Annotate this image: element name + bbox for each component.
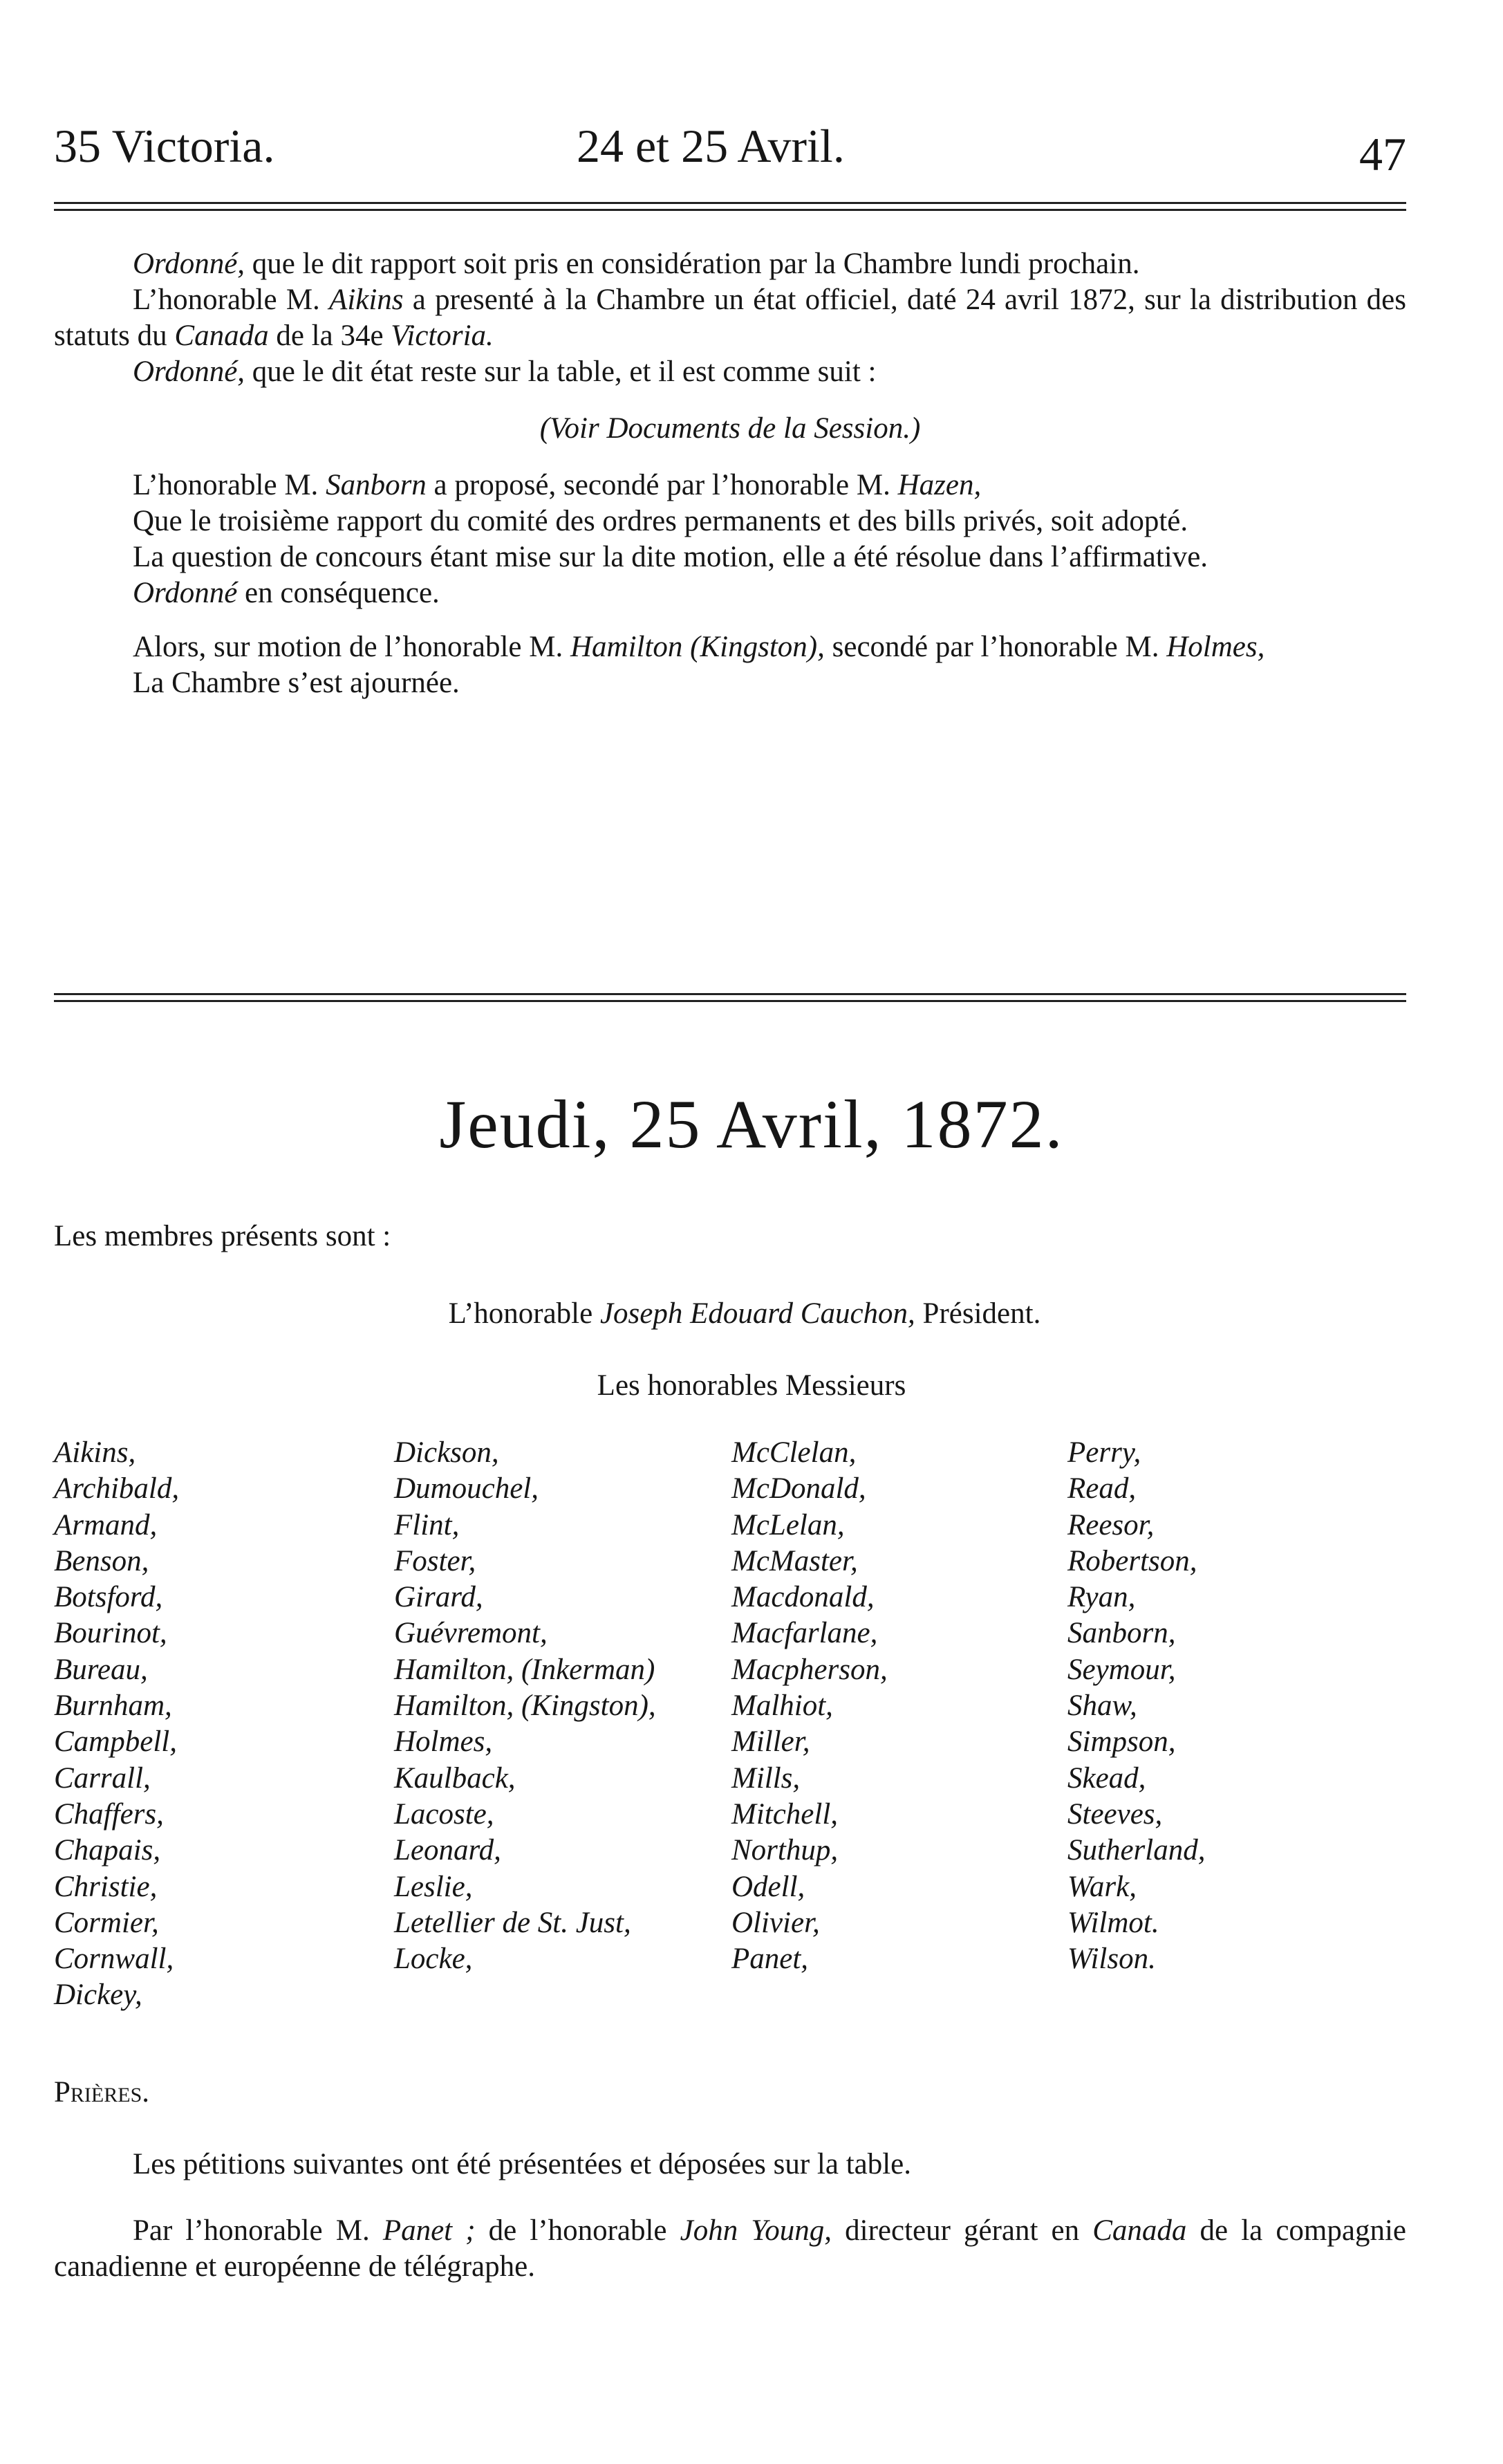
member-name: Cornwall,	[54, 1943, 174, 1976]
member-name: Kaulback,	[394, 1761, 516, 1795]
member-name: Bureau,	[54, 1653, 148, 1686]
member-name: Ryan,	[1067, 1581, 1136, 1614]
member-name: Letellier de St. Just,	[394, 1906, 631, 1939]
member-name: Miller,	[731, 1725, 810, 1759]
upper-proceedings	[54, 246, 1406, 701]
member-name: Christie,	[54, 1870, 158, 1903]
prayers-heading: Prières.	[54, 2076, 150, 2109]
member-name: Flint,	[394, 1508, 460, 1541]
paragraph-third-report: Que le troisième rapport du comité des ordres permanents et des bills privés, soit adopté.	[133, 505, 1188, 537]
present-intro: Les membres présents sont :	[54, 1220, 391, 1252]
header-session: 35 Victoria.	[54, 120, 275, 172]
member-name: Lacoste,	[394, 1797, 494, 1831]
member-name: Skead,	[1067, 1761, 1146, 1795]
member-name: Macfarlane,	[731, 1617, 878, 1650]
member-name: Foster,	[394, 1544, 476, 1577]
member-name: Olivier,	[731, 1906, 820, 1939]
running-header	[54, 119, 1406, 181]
member-name: Guévremont,	[394, 1617, 548, 1650]
member-name: Macpherson,	[731, 1653, 888, 1686]
member-name: Aikins,	[54, 1436, 136, 1469]
member-name: Dumouchel,	[394, 1472, 539, 1506]
member-name: Steeves,	[1067, 1797, 1163, 1831]
member-name: McLelan,	[731, 1508, 845, 1541]
paragraph-petitions-presented: Les pétitions suivantes ont été présentées et déposées sur la table.	[133, 2148, 912, 2180]
members-column-1	[54, 1435, 179, 2014]
member-name: Reesor,	[1067, 1508, 1155, 1541]
paragraph-petition-panet: Par l’honorable M. Panet ; de l’honorable John Young, directeur gérant en Canada de la compagnie canadienne et européenne de télégraphe.	[54, 2214, 1406, 2283]
paragraph-ordered-table: Ordonné, que le dit état reste sur la table, et il est comme suit :	[133, 355, 877, 388]
members-column-2	[394, 1435, 656, 1977]
member-name: Wark,	[1067, 1870, 1137, 1903]
member-name: Leonard,	[394, 1834, 501, 1867]
paragraph-house-adjourned: La Chambre s’est ajournée.	[133, 667, 460, 699]
paragraph-ordered-report: Ordonné, que le dit rapport soit pris en considération par la Chambre lundi prochain.	[133, 248, 1140, 280]
page-number: 47	[1359, 128, 1406, 180]
messieurs-heading: Les honorables Messieurs	[597, 1369, 906, 1402]
member-name: Dickey,	[54, 1979, 142, 2012]
paragraph-ordered-accordingly: Ordonné en conséquence.	[133, 577, 440, 609]
paragraph-question-resolved: La question de concours étant mise sur la dite motion, elle a été résolue dans l’affirmative.	[133, 541, 1208, 573]
member-name: Chaffers,	[54, 1797, 164, 1831]
paragraph-sanborn-motion: L’honorable M. Sanborn a proposé, secondé par l’honorable M. Hazen,	[133, 469, 982, 501]
member-name: Bourinot,	[54, 1617, 167, 1650]
paragraph-aikins-statement: L’honorable M. Aikins a presenté à la Chambre un état officiel, daté 24 avril 1872, sur la distribution des statuts du Canada de la 34e Victoria.	[54, 284, 1407, 352]
member-name: Locke,	[394, 1943, 473, 1976]
member-name: Northup,	[731, 1834, 839, 1867]
member-name: Odell,	[731, 1870, 805, 1903]
member-name: Macdonald,	[731, 1581, 875, 1614]
member-name: Burnham,	[54, 1689, 172, 1723]
member-name: Malhiot,	[731, 1689, 833, 1723]
member-name: Read,	[1067, 1472, 1137, 1506]
member-name: Leslie,	[394, 1870, 473, 1903]
member-name: Sanborn,	[1067, 1617, 1176, 1650]
member-name: Hamilton, (Inkerman)	[394, 1653, 655, 1686]
member-name: Campbell,	[54, 1725, 177, 1759]
member-name: Mills,	[731, 1761, 801, 1795]
member-name: Girard,	[394, 1581, 483, 1614]
member-name: Sutherland,	[1067, 1834, 1206, 1867]
member-name: Hamilton, (Kingston),	[394, 1689, 656, 1723]
member-name: Chapais,	[54, 1834, 161, 1867]
header-double-rule	[54, 202, 1406, 211]
member-name: Panet,	[731, 1943, 809, 1976]
member-name: Archibald,	[54, 1472, 180, 1506]
member-name: Cormier,	[54, 1906, 159, 1939]
member-name: Shaw,	[1067, 1689, 1137, 1723]
lower-proceedings	[54, 2147, 1406, 2285]
member-name: Perry,	[1067, 1436, 1141, 1469]
section-double-rule	[54, 993, 1406, 1002]
speaker-line: L’honorable Joseph Edouard Cauchon, Président.	[448, 1297, 1041, 1330]
sitting-date-title: Jeudi, 25 Avril, 1872.	[439, 1086, 1064, 1162]
member-name: Simpson,	[1067, 1725, 1176, 1759]
header-dates: 24 et 25 Avril.	[577, 120, 845, 172]
member-name: McDonald,	[731, 1472, 866, 1506]
member-name: Benson,	[54, 1544, 149, 1577]
member-name: McClelan,	[731, 1436, 857, 1469]
member-name: Seymour,	[1067, 1653, 1176, 1686]
member-name: Carrall,	[54, 1761, 151, 1795]
documents-reference: (Voir Documents de la Session.)	[539, 412, 921, 445]
members-column-4	[1067, 1435, 1205, 1977]
member-name: McMaster,	[731, 1544, 858, 1577]
member-name: Dickson,	[394, 1436, 499, 1469]
member-name: Wilmot.	[1067, 1906, 1159, 1939]
members-column-3	[731, 1435, 888, 1977]
member-name: Mitchell,	[731, 1797, 839, 1831]
paragraph-adjournment-motion: Alors, sur motion de l’honorable M. Hamilton (Kingston), secondé par l’honorable M. Holmes,	[133, 631, 1265, 663]
member-name: Wilson.	[1067, 1943, 1156, 1976]
member-name: Holmes,	[394, 1725, 493, 1759]
member-name: Botsford,	[54, 1581, 163, 1614]
member-name: Robertson,	[1067, 1544, 1197, 1577]
member-name: Armand,	[54, 1508, 158, 1541]
